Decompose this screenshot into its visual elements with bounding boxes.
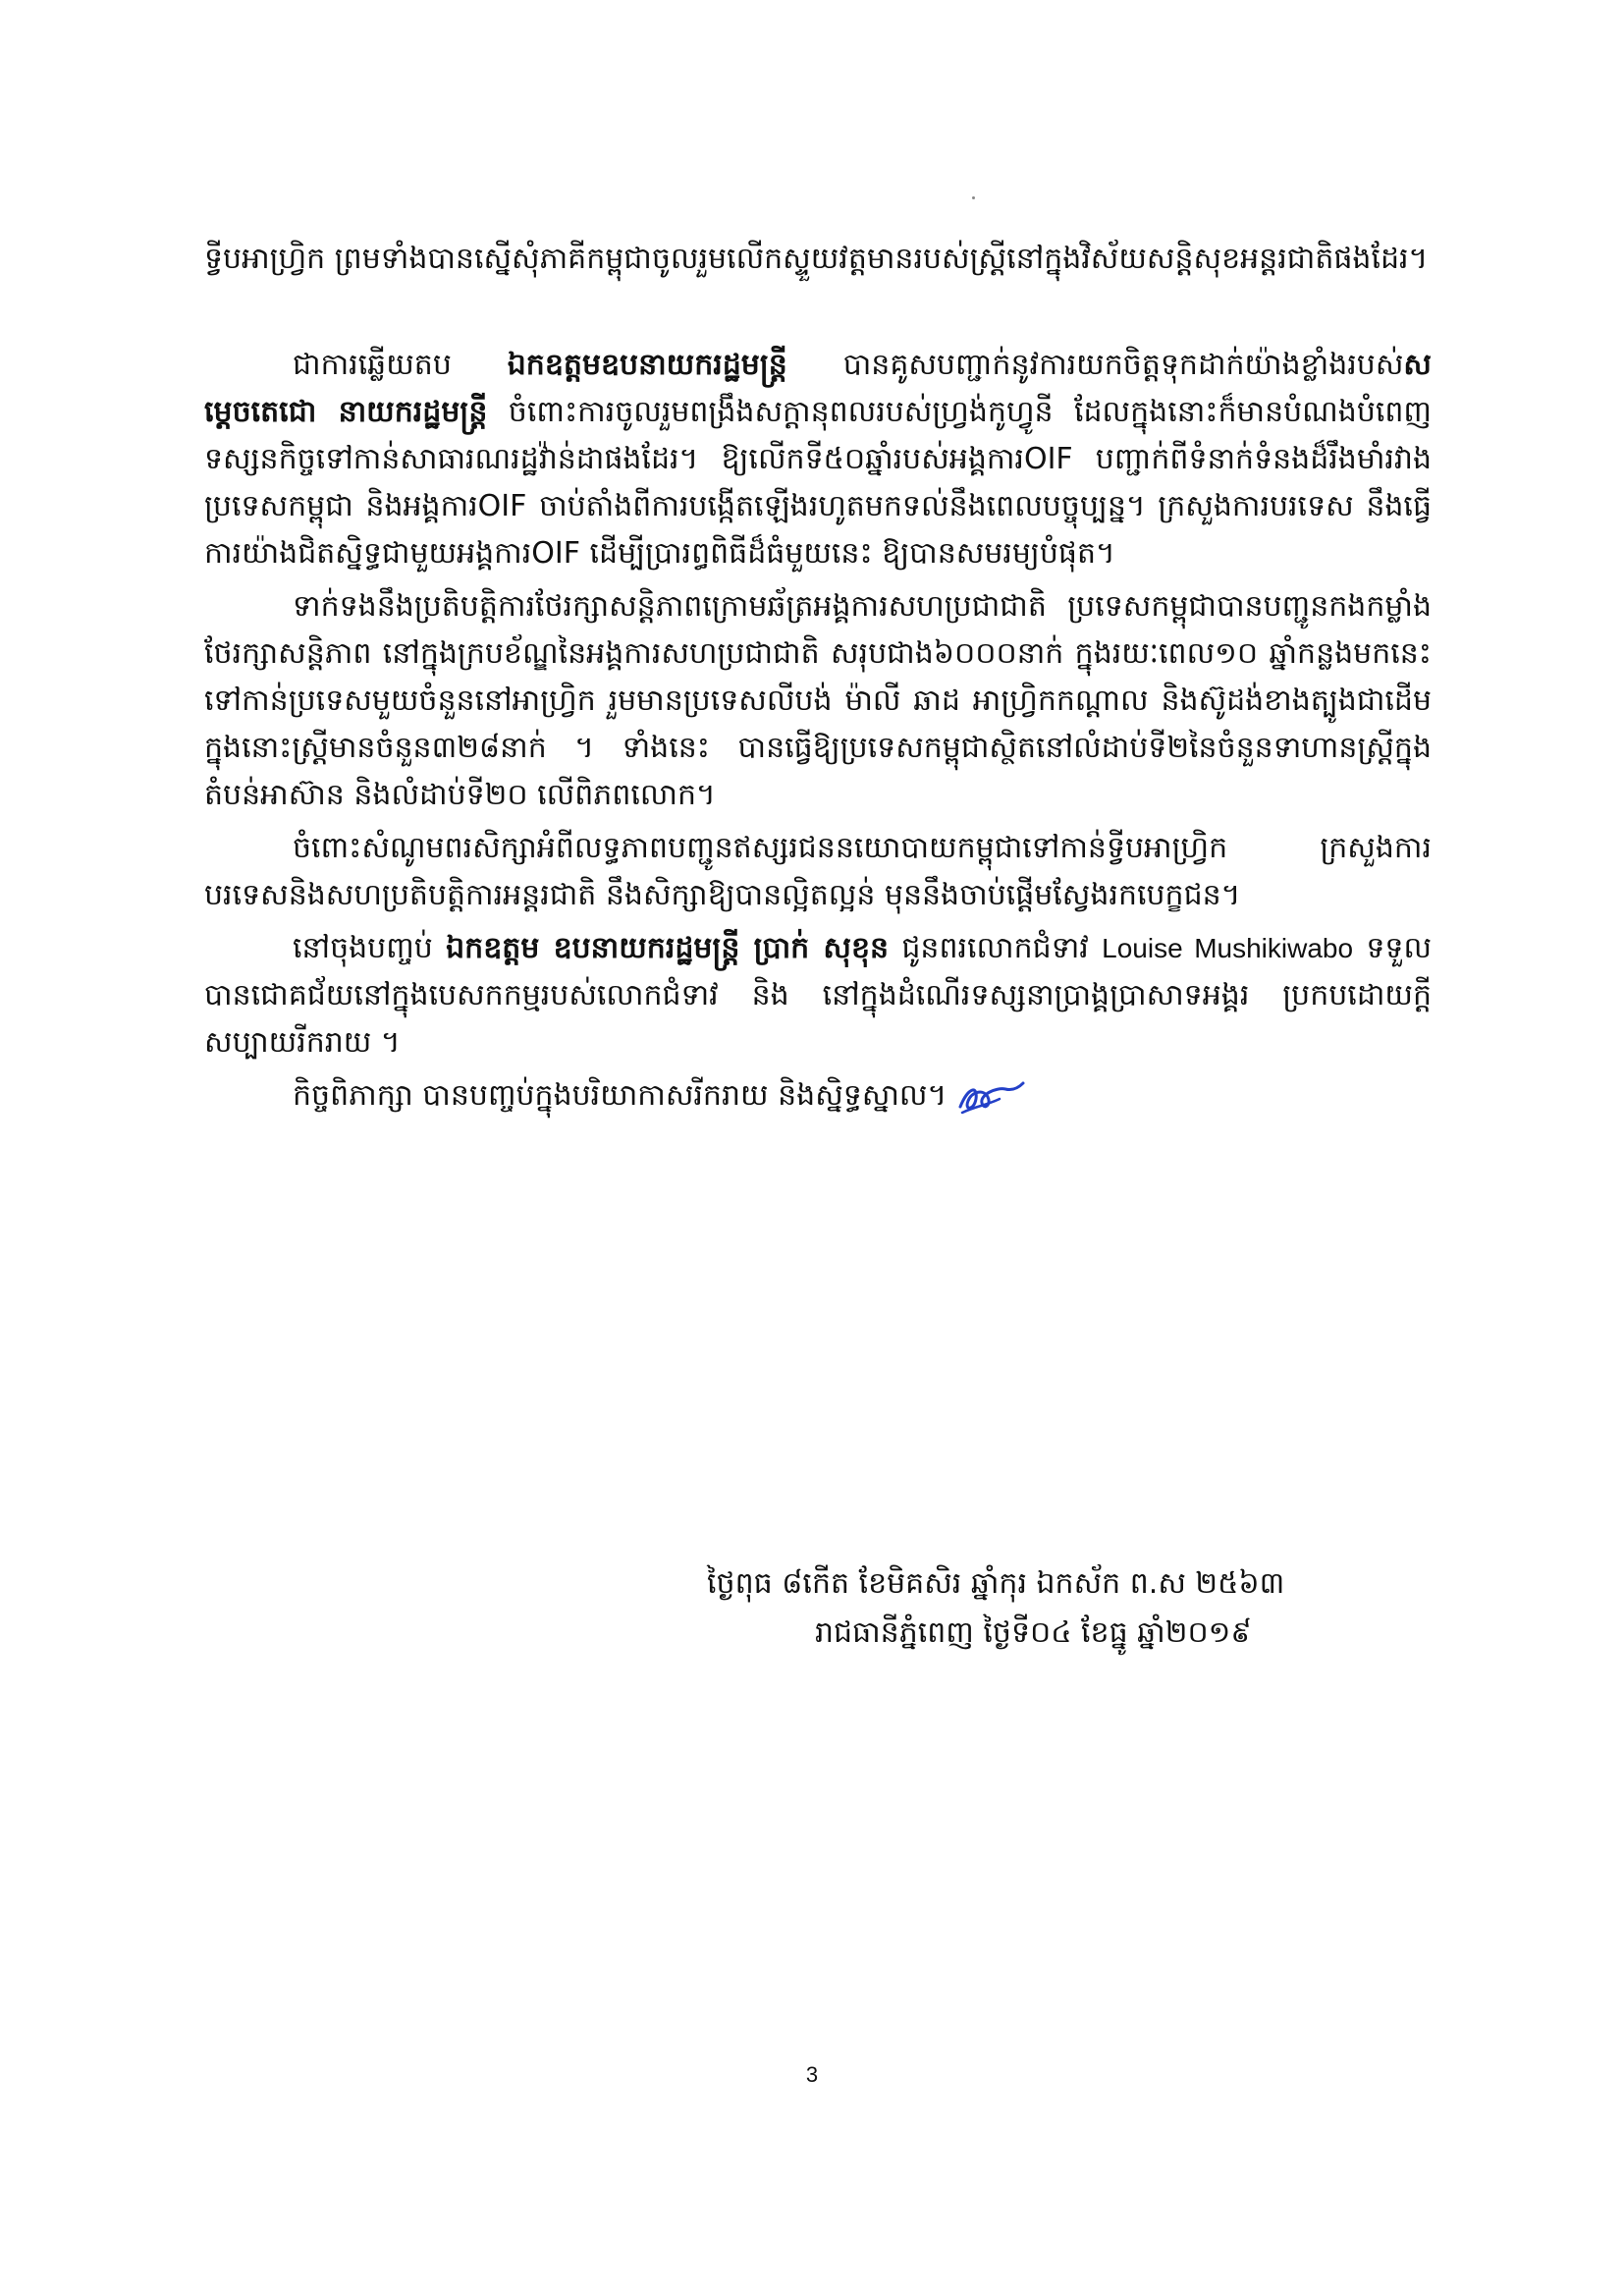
paragraph-2-text-3: ចំពោះការចូលរួមពង្រឹងសក្តានុពលរបស់ហ្វ្រង់កូហ្វូនី ដែលក្នុងនោះក៏មានបំណងបំពេញទស្សនកិច្ចទៅកាន់សាធារណរដ្ឋវ៉ាន់ដាផងដែរ។ ឱ្យលើកទី៥០ឆ្នាំរបស់អង្គការOIF បញ្ជាក់ពីទំនាក់ទំនងដ៏រឹងមាំរវាងប្រទេសកម្ពុជា និងអង្គការOIF ចាប់តាំងពីការបង្កើតឡើងរហូតមកទល់នឹងពេលបច្ចុប្បន្ន។ ក្រសួងការបរទេស នឹងធ្វើការយ៉ាងជិតស្និទ្ធជាមួយអង្គការOIF ដើម្បីប្រារព្ធពិធីដ៏ធំមួយនេះ ឱ្យបានសមរម្យបំផុត។: [204, 395, 1432, 571]
prime-minister-title: សម្តេចតេជោ នាយករដ្ឋមន្ត្រី: [204, 348, 1432, 429]
paragraph-6: [204, 1072, 1432, 1120]
initials-signature-icon: [954, 1077, 1025, 1117]
deputy-prime-minister-name: ឯកឧត្តម ឧបនាយករដ្ឋមន្ត្រី ប្រាក់ សុខុន: [446, 931, 890, 965]
closing-sentence: កិច្ចពិភាក្សា បានបញ្ចប់ក្នុងបរិយាកាសរីករាយ និងស្និទ្ធស្នាល។: [293, 1078, 947, 1113]
guest-name: Louise Mushikiwabo: [1102, 933, 1354, 963]
gregorian-date-line: រាជធានីភ្នំពេញ ថ្ងៃទី០៤ ខែធ្នូ ឆ្នាំ២០១៩: [815, 1615, 1252, 1650]
date-block: [707, 1559, 1453, 1658]
paragraph-5-text-1: នៅចុងបញ្ចប់: [293, 931, 447, 965]
paragraph-2-text-2: បានគូសបញ្ជាក់នូវការយកចិត្តទុកដាក់យ៉ាងខ្លាំងរបស់: [786, 348, 1404, 382]
deputy-prime-minister-title: ឯកឧត្តមឧបនាយករដ្ឋមន្ត្រី: [507, 348, 787, 382]
paragraph-5: [204, 925, 1432, 1066]
paragraph-2: [204, 342, 1432, 577]
paragraph-1: ទ្វីបអាហ្វ្រិក ព្រមទាំងបានស្នើសុំភាគីកម្ពុជាចូលរួមលើកស្ទួយវត្តមានរបស់ស្ត្រីនៅក្នុងវិស័យសន្តិសុខអន្តរជាតិផងដែរ។: [204, 242, 1429, 276]
lunar-date-line: ថ្ងៃពុធ ៨កើត ខែមិគសិរ ឆ្នាំកុរ ឯកស័ក ព.ស ២៥៦៣: [707, 1566, 1285, 1601]
paragraph-4: ចំពោះសំណូមពរសិក្សាអំពីលទ្ធភាពបញ្ជូនឥស្សរជននយោបាយកម្ពុជាទៅកាន់ទ្វីបអាហ្វ្រិក ក្រសួងការបរទេសនិងសហប្រតិបត្តិការអន្តរជាតិ នឹងសិក្សាឱ្យបានល្អិតល្អន់ មុននឹងចាប់ផ្តើមស្វែងរកបេក្ខជន។: [204, 831, 1432, 912]
page-number: 3: [805, 2062, 819, 2087]
paragraph-3: ទាក់ទងនឹងប្រតិបត្តិការថែរក្សាសន្តិភាពក្រោមឆ័ត្រអង្គការសហប្រជាជាតិ ប្រទេសកម្ពុជាបានបញ្ជូនកងកម្លាំងថែរក្សាសន្តិភាព នៅក្នុងក្របខ័ណ្ឌនៃអង្គការសហប្រជាជាតិ សរុបជាង៦០០០នាក់ ក្នុងរយៈពេល១០ ឆ្នាំកន្លងមកនេះ ទៅកាន់ប្រទេសមួយចំនួននៅអាហ្វ្រិក រួមមានប្រទេសលីបង់ ម៉ាលី ឆាដ អាហ្វ្រិកកណ្តាល និងស៊ូដង់ខាងត្បូងជាដើម ក្នុងនោះស្ត្រីមានចំនួន៣២៨នាក់ ។ ទាំងនេះ បានធ្វើឱ្យប្រទេសកម្ពុជាស្ថិតនៅលំដាប់ទី២នៃចំនួនទាហានស្ត្រីក្នុងតំបន់អាស៊ាន និងលំដាប់ទី២០ លើពិភពលោក។: [204, 589, 1432, 812]
paragraph-5-text-2: ជូនពរលោកជំទាវ: [889, 931, 1103, 965]
paragraph-2-text-1: ជាការឆ្លើយតប: [293, 348, 508, 382]
paragraph-5-text-3: ទទួលបានជោគជ័យនៅក្នុងបេសកកម្មរបស់លោកជំទាវ និង នៅក្នុងដំណើរទស្សនាប្រាង្គប្រាសាទអង្គរ ប្រកបដោយក្តីសប្បាយរីករាយ ។: [204, 931, 1433, 1060]
scan-speck: [972, 196, 975, 199]
letter-body: [204, 236, 1432, 1120]
